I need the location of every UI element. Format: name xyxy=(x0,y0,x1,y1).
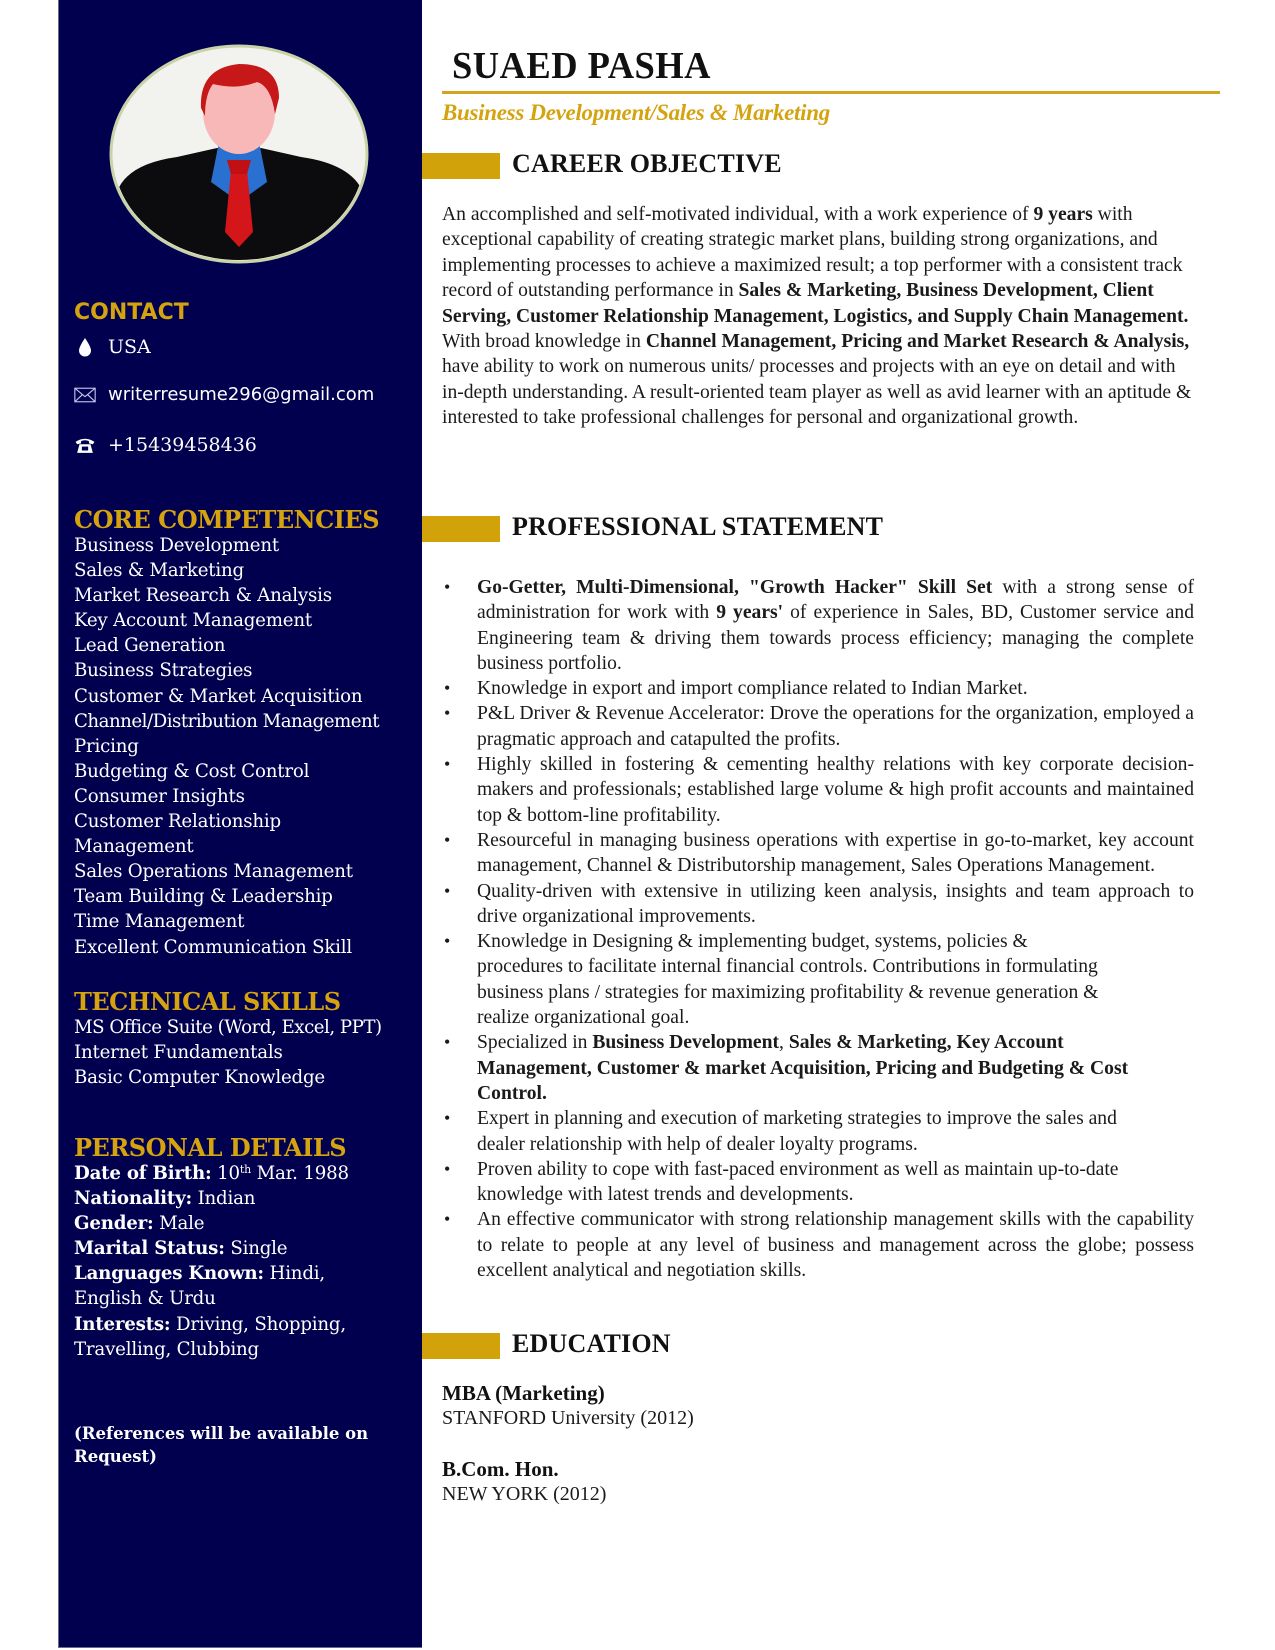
telephone-icon xyxy=(74,434,96,456)
statement-item: • Quality-driven with extensive in utilizing keen analysis, insights and team approach to drive organizational improvements. xyxy=(442,879,1194,930)
objective-bold-2: Sales & Marketing, Business Development, Client Serving, Customer Relationship Management, Logistics, and Supply Chain Management. xyxy=(442,280,1189,327)
sidebar xyxy=(58,0,422,1648)
dob-label: Date of Birth: xyxy=(74,1163,212,1184)
objective-text-2: with exceptional capability of creating strategic market plans, building strong organizations, and implementing processes to achieve a maximized result; a top performer with a consistent track record of outstanding performance in xyxy=(442,204,1183,302)
marital-row xyxy=(74,1236,414,1261)
candidate-role: Business Development/Sales & Marketing xyxy=(442,100,830,125)
statement-bold: Sales & Marketing, Key Account Management, Customer & market Acquisition, Pricing and Budgeting & Cost Control. xyxy=(477,1032,1129,1104)
marital-value: Single xyxy=(230,1238,288,1260)
statement-text: with a strong sense of administration for work with xyxy=(477,577,1194,624)
competency-item: Team Building & Leadership xyxy=(74,886,333,908)
skill-item: Basic Computer Knowledge xyxy=(74,1067,325,1089)
statement-text: Specialized in xyxy=(477,1032,593,1054)
core-competencies-heading: CORE COMPETENCIES xyxy=(74,505,380,534)
statement-item: • An effective communicator with strong relationship management skills with the capability to relate to people at any level of business and management across the globe; possess excellent analytical and negotiation skills. xyxy=(442,1207,1194,1283)
competency-item: Sales & Marketing xyxy=(74,560,244,582)
statement-item: • Proven ability to cope with fast-paced environment as well as maintain up-to-date knowledge with latest trends and developments. xyxy=(442,1157,1194,1208)
dob-row xyxy=(74,1161,414,1186)
core-competencies-list xyxy=(74,533,404,960)
nationality-value: Indian xyxy=(197,1188,256,1210)
competency-item: Customer Relationship Management xyxy=(74,811,281,858)
competency-item: Key Account Management xyxy=(74,610,312,632)
statement-text: , xyxy=(779,1032,789,1054)
education-degree: B.Com. Hon. xyxy=(442,1457,559,1481)
dob-rest: Mar. 1988 xyxy=(256,1163,349,1184)
statement-item xyxy=(442,1030,1194,1106)
education-heading: EDUCATION xyxy=(512,1329,671,1358)
competency-item: Business Strategies xyxy=(74,660,253,682)
competency-item: Budgeting & Cost Control xyxy=(74,760,310,782)
avatar xyxy=(107,42,371,266)
contact-location xyxy=(74,336,151,358)
statement-item: • Knowledge in Designing & implementing budget, systems, policies & procedures to facilitate internal financial controls. Contributions in formulating business plans / strategies for maximizing profitability & revenue generation & realize organizational goal. xyxy=(442,929,1194,1030)
personal-details xyxy=(74,1161,414,1362)
contact-heading: CONTACT xyxy=(74,300,189,325)
competency-item: Consumer Insights xyxy=(74,785,245,807)
statement-item: • Highly skilled in fostering & cementing healthy relations with key corporate decision-makers and professionals; established large volume & high profit accounts and maintained top & bottom-line profitability. xyxy=(442,752,1194,828)
phone-text: +15439458436 xyxy=(108,434,257,456)
statement-bold: Go-Getter, Multi-Dimensional, "Growth Hacker" Skill Set xyxy=(477,577,993,598)
languages-label: Languages Known: xyxy=(74,1263,264,1285)
competency-item: Time Management xyxy=(74,911,245,933)
competency-item: Market Research & Analysis xyxy=(74,585,332,607)
statement-item: • Resourceful in managing business operations with expertise in go-to-market, key account management, Channel & Distributorship management, Sales Operations Management. xyxy=(442,828,1194,879)
objective-bold-3: Channel Management, Pricing and Market Research & Analysis, xyxy=(645,331,1190,353)
name-divider xyxy=(442,91,1220,94)
languages-row xyxy=(74,1261,392,1311)
competency-item: Business Development xyxy=(74,535,279,556)
competency-item: Sales Operations Management xyxy=(74,861,353,883)
competency-item: Customer & Market Acquisition xyxy=(74,685,363,707)
candidate-name: SUAED PASHA xyxy=(452,45,711,87)
professional-statement-list xyxy=(442,575,1194,1283)
skill-item: MS Office Suite (Word, Excel, PPT) xyxy=(74,1017,382,1038)
marital-label: Marital Status: xyxy=(74,1238,225,1260)
statement-item: • Knowledge in export and import compliance related to Indian Market. xyxy=(442,676,1194,701)
statement-item: • Expert in planning and execution of marketing strategies to improve the sales and dealer relationship with help of dealer loyalty programs. xyxy=(442,1106,1194,1157)
interests-label: Interests: xyxy=(74,1313,171,1335)
statement-item: • P&L Driver & Revenue Accelerator: Drove the operations for the organization, employed a pragmatic approach and catapulted the profits. xyxy=(442,701,1194,752)
competency-item: Excellent Communication Skill xyxy=(74,936,353,958)
dob-day: 10 xyxy=(217,1163,240,1184)
competency-item: Pricing xyxy=(74,735,139,757)
competency-item: Lead Generation xyxy=(74,635,226,657)
nationality-row xyxy=(74,1186,414,1211)
technical-skills-heading: TECHNICAL SKILLS xyxy=(74,987,341,1016)
education-institution: NEW YORK (2012) xyxy=(442,1483,607,1505)
interests-row xyxy=(74,1312,349,1362)
personal-details-heading: PERSONAL DETAILS xyxy=(74,1133,347,1162)
objective-text-1: An accomplished and self-motivated individual, with a work experience of xyxy=(442,204,1034,225)
interests-value: Driving, Shopping, Travelling, Clubbing xyxy=(74,1313,346,1360)
gender-value: Male xyxy=(159,1213,205,1235)
statement-item xyxy=(442,575,1194,676)
location-drop-icon xyxy=(74,337,96,357)
objective-text-3: With broad knowledge in xyxy=(442,331,646,353)
gender-label: Gender: xyxy=(74,1213,154,1235)
career-objective-text xyxy=(442,202,1202,431)
objective-text-4: have ability to work on numerous units/ processes and projects with an eye on detail and with in-depth understanding. A result-oriented team player as well as avid learner with an aptitude & interested to take professional challenges for personal and organizational growth. xyxy=(442,356,1192,429)
languages-value: Hindi, English & Urdu xyxy=(74,1263,325,1310)
competency-item: Channel/Distribution Management xyxy=(74,710,380,732)
objective-bold-1: 9 years xyxy=(1033,204,1093,225)
location-text: USA xyxy=(108,336,151,358)
education-accent-bar xyxy=(422,1333,500,1359)
nationality-label: Nationality: xyxy=(74,1188,192,1210)
education-institution: STANFORD University (2012) xyxy=(442,1407,694,1429)
email-link[interactable]: writerresume296@gmail.com xyxy=(108,384,375,405)
skill-item: Internet Fundamentals xyxy=(74,1042,283,1064)
career-objective-accent-bar xyxy=(422,153,500,179)
statement-bold: Business Development xyxy=(592,1032,780,1054)
statement-text: of experience in Sales, BD, Customer service and Engineering team & driving them towards process efficiency; managing the complete business portfolio. xyxy=(477,602,1194,674)
dob-suffix: th xyxy=(239,1163,252,1176)
gender-row xyxy=(74,1211,414,1236)
technical-skills-list xyxy=(74,1015,414,1090)
statement-bold: 9 years' xyxy=(716,602,784,624)
career-objective-heading: CAREER OBJECTIVE xyxy=(512,149,782,178)
references-note: (References will be available on Request) xyxy=(74,1424,369,1466)
education-degree: MBA (Marketing) xyxy=(442,1381,605,1405)
professional-statement-accent-bar xyxy=(422,516,500,542)
envelope-icon xyxy=(74,386,96,404)
professional-statement-heading: PROFESSIONAL STATEMENT xyxy=(512,512,884,541)
contact-phone xyxy=(74,434,257,456)
contact-email xyxy=(74,384,374,405)
